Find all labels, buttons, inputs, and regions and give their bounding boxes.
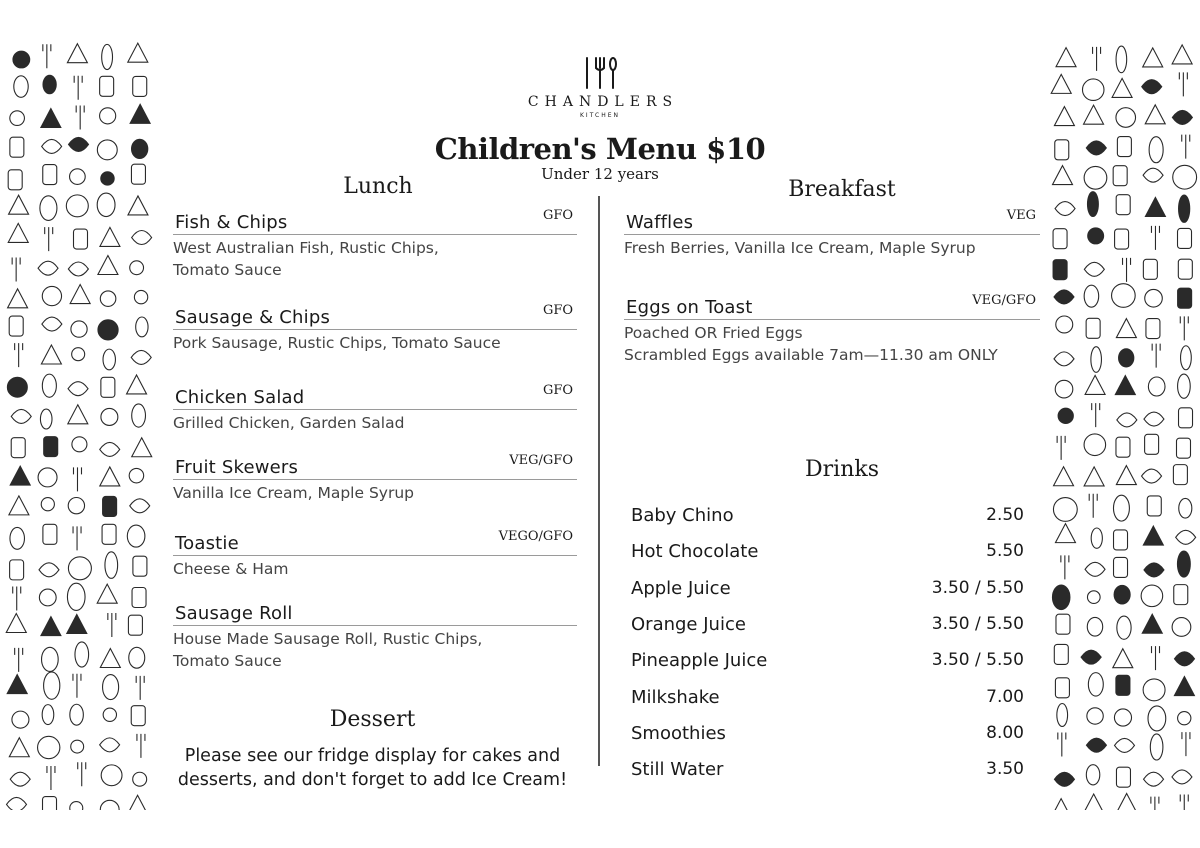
- food-doodle-icon: [1087, 617, 1102, 636]
- food-doodle-icon: [1147, 496, 1161, 516]
- food-doodle-icon: [1148, 706, 1166, 731]
- food-doodle-icon: [78, 762, 86, 786]
- food-doodle-icon: [73, 526, 81, 550]
- menu-item-name: Eggs on Toast: [626, 297, 753, 318]
- food-doodle-icon: [132, 588, 146, 608]
- food-doodle-icon: [1053, 229, 1067, 249]
- food-doodle-icon: [1087, 591, 1100, 604]
- food-doodle-icon: [1117, 793, 1137, 810]
- drink-price: 5.50: [986, 541, 1024, 562]
- food-doodle-icon: [39, 589, 56, 606]
- food-doodle-icon: [1055, 678, 1069, 698]
- food-doodle-icon: [103, 675, 119, 700]
- food-doodle-icon: [68, 557, 91, 580]
- food-doodle-icon: [67, 583, 85, 610]
- food-doodle-icon: [1086, 318, 1100, 338]
- cutlery-logo-icon: [582, 56, 618, 90]
- food-doodle-icon: [1116, 767, 1130, 787]
- food-doodle-icon: [102, 524, 116, 544]
- food-doodle-icon: [131, 706, 145, 726]
- food-doodle-icon: [45, 227, 53, 251]
- food-doodle-icon: [103, 708, 116, 721]
- food-doodle-icon: [1052, 585, 1069, 609]
- brand-subtitle: KITCHEN: [580, 112, 620, 119]
- description-line: Pork Sausage, Rustic Chips, Tomato Sauce: [173, 334, 501, 352]
- menu-item: [173, 385, 577, 434]
- food-doodle-icon: [1084, 434, 1106, 456]
- food-doodle-icon: [40, 196, 57, 221]
- drink-name: Still Water: [631, 759, 724, 781]
- food-doodle-icon: [1091, 528, 1102, 548]
- food-doodle-icon: [70, 285, 90, 304]
- food-doodle-icon: [7, 797, 27, 810]
- food-doodle-icon: [105, 552, 118, 579]
- food-doodle-icon: [1088, 673, 1103, 696]
- food-doodle-icon: [1084, 467, 1104, 486]
- food-doodle-icon: [1116, 466, 1136, 485]
- food-doodle-icon: [128, 795, 148, 810]
- food-doodle-icon: [1119, 349, 1134, 367]
- food-doodle-icon: [1113, 495, 1129, 521]
- menu-item-header: [173, 305, 577, 330]
- food-doodle-icon: [1141, 585, 1163, 607]
- food-doodle-icon: [1178, 712, 1191, 725]
- drink-row: [631, 687, 1024, 713]
- dietary-tag: VEG: [1006, 208, 1036, 223]
- food-doodle-icon: [97, 584, 117, 603]
- food-doodle-icon: [66, 195, 88, 217]
- food-doodle-icon: [1176, 530, 1196, 544]
- drink-row: [631, 578, 1024, 604]
- food-doodle-icon: [1055, 380, 1073, 398]
- food-doodle-icon: [9, 195, 29, 214]
- food-doodle-icon: [1145, 197, 1165, 216]
- food-doodle-icon: [108, 613, 116, 637]
- drink-price: 3.50 / 5.50: [931, 577, 1024, 598]
- food-doodle-icon: [9, 738, 29, 757]
- drink-row: [631, 759, 1024, 785]
- menu-item-name: Fish & Chips: [175, 212, 288, 233]
- food-doodle-icon: [1054, 467, 1074, 486]
- food-doodle-icon: [100, 442, 120, 456]
- food-doodle-icon: [10, 527, 25, 549]
- food-doodle-icon: [129, 468, 143, 482]
- food-doodle-icon: [67, 614, 87, 633]
- food-doodle-icon: [130, 261, 144, 275]
- menu-item-description: [173, 558, 577, 580]
- menu-item-description: [173, 332, 577, 354]
- food-doodle-icon: [100, 649, 120, 668]
- food-doodle-icon: [68, 382, 88, 396]
- food-doodle-icon: [1151, 226, 1159, 250]
- menu-item: [173, 601, 577, 672]
- food-doodle-icon: [1053, 498, 1077, 522]
- food-doodle-icon: [100, 800, 119, 810]
- food-doodle-icon: [8, 223, 28, 242]
- food-doodle-icon: [1084, 794, 1104, 810]
- food-doodle-icon: [132, 438, 152, 457]
- food-doodle-icon: [1143, 526, 1163, 545]
- food-doodle-icon: [1087, 708, 1103, 724]
- food-doodle-icon: [1081, 650, 1101, 664]
- food-doodle-icon: [1086, 765, 1099, 785]
- menu-item: [173, 455, 577, 504]
- food-doodle-icon: [1114, 557, 1128, 577]
- food-doodle-icon: [1084, 285, 1099, 307]
- menu-item-header: [173, 210, 577, 235]
- drink-price: 7.00: [986, 686, 1024, 707]
- food-doodle-icon: [1051, 799, 1071, 810]
- food-doodle-icon: [11, 438, 25, 458]
- drink-price: 8.00: [986, 722, 1024, 743]
- food-doodle-icon: [137, 734, 145, 758]
- food-doodle-icon: [1180, 316, 1188, 340]
- description-line: Scrambled Eggs available 7am—11.30 am ONLY: [624, 346, 998, 364]
- menu-item-description: [173, 482, 577, 504]
- food-doodle-icon: [1057, 436, 1065, 460]
- food-doodle-icon: [11, 409, 31, 423]
- food-doodle-icon: [41, 345, 61, 364]
- menu-item-name: Toastie: [175, 533, 239, 554]
- drink-name: Pineapple Juice: [631, 650, 768, 672]
- food-doodle-icon: [1174, 585, 1188, 605]
- dessert-text-line: Please see our fridge display for cakes and: [184, 746, 561, 766]
- food-doodle-icon: [1092, 403, 1100, 427]
- description-line: Tomato Sauce: [173, 261, 282, 279]
- food-doodle-icon: [41, 617, 61, 636]
- menu-item-header: [173, 601, 577, 626]
- dessert-title: Dessert: [329, 707, 416, 732]
- food-doodle-icon: [1148, 377, 1165, 396]
- food-doodle-icon: [68, 497, 84, 513]
- food-doodle-icon: [70, 802, 83, 810]
- drink-price: 3.50 / 5.50: [931, 650, 1024, 671]
- column-divider: [598, 196, 600, 766]
- food-doodle-icon: [98, 256, 118, 275]
- menu-item-description: [173, 628, 577, 672]
- food-doodle-icon: [72, 348, 85, 361]
- food-doodle-icon: [6, 614, 26, 633]
- menu-title: Children's Menu $10: [434, 132, 766, 166]
- drink-name: Milkshake: [631, 686, 720, 708]
- food-doodle-icon: [41, 498, 54, 511]
- food-doodle-icon: [132, 231, 152, 245]
- food-doodle-icon: [7, 377, 27, 397]
- food-doodle-icon: [1177, 551, 1190, 577]
- food-doodle-icon: [1174, 652, 1194, 666]
- food-doodle-icon: [42, 286, 61, 305]
- food-doodle-icon: [1176, 438, 1190, 458]
- food-doodle-icon: [43, 797, 57, 810]
- menu-item-name: Fruit Skewers: [175, 457, 299, 478]
- food-doodle-icon: [42, 647, 59, 671]
- description-line: House Made Sausage Roll, Rustic Chips,: [173, 630, 483, 648]
- food-doodle-icon: [1117, 616, 1131, 639]
- food-doodle-icon: [38, 468, 57, 487]
- drink-name: Baby Chino: [631, 505, 734, 526]
- food-doodle-icon: [70, 704, 84, 725]
- food-doodle-icon: [47, 766, 55, 790]
- food-doodle-icon: [1061, 555, 1069, 579]
- food-doodle-icon: [1142, 469, 1162, 483]
- description-line: Cheese & Ham: [173, 560, 289, 578]
- food-doodle-icon: [136, 676, 144, 700]
- food-doodle-icon: [128, 615, 142, 635]
- dietary-tag: GFO: [542, 383, 573, 398]
- food-doodle-icon: [43, 524, 57, 544]
- food-doodle-icon: [100, 227, 120, 246]
- menu-item: [624, 210, 1040, 259]
- food-doodle-icon: [9, 316, 23, 336]
- dietary-tag: VEGO/GFO: [498, 529, 573, 544]
- drink-row: [631, 505, 1024, 531]
- food-doodle-icon: [1054, 772, 1074, 786]
- food-doodle-icon: [1142, 614, 1162, 633]
- dietary-tag: VEG/GFO: [972, 293, 1036, 308]
- food-doodle-icon: [100, 738, 120, 752]
- food-doodle-icon: [1144, 563, 1164, 577]
- dessert-text-line: desserts, and don't forget to add Ice Cream!: [177, 770, 568, 790]
- drink-price: 2.50: [986, 505, 1024, 525]
- food-doodle-icon: [1058, 408, 1073, 423]
- food-doodle-icon: [1145, 434, 1159, 454]
- food-doodle-icon: [1055, 202, 1075, 216]
- food-doodle-icon: [1143, 679, 1165, 701]
- food-doodle-icon: [1115, 229, 1129, 249]
- food-doodle-icon: [1179, 498, 1192, 518]
- food-doodle-icon: [1172, 618, 1191, 637]
- food-doodle-icon: [1112, 284, 1136, 308]
- food-doodle-icon: [1085, 375, 1105, 394]
- food-doodle-icon: [68, 405, 88, 424]
- food-doodle-icon: [1178, 228, 1192, 248]
- drink-name: Smoothies: [631, 722, 726, 744]
- food-doodle-icon: [15, 648, 23, 672]
- menu-item: [173, 305, 577, 354]
- food-doodle-icon: [103, 496, 117, 516]
- menu-item-name: Sausage Roll: [175, 603, 293, 624]
- food-doodle-icon: [101, 765, 122, 786]
- food-doodle-icon: [1054, 352, 1074, 366]
- menu-item-description: [624, 322, 1040, 366]
- food-doodle-icon: [1174, 677, 1194, 696]
- food-doodle-icon: [38, 261, 58, 275]
- food-doodle-icon: [1179, 408, 1193, 428]
- food-doodle-icon: [1054, 644, 1068, 664]
- drink-row: [631, 723, 1024, 749]
- food-doodle-icon: [1152, 344, 1160, 368]
- food-doodle-icon: [1055, 524, 1075, 543]
- food-doodle-icon: [1113, 649, 1133, 668]
- food-doodle-icon: [13, 586, 21, 610]
- food-doodle-icon: [73, 674, 81, 698]
- food-doodle-icon: [127, 375, 147, 394]
- food-doodle-icon: [98, 320, 118, 340]
- food-doodle-icon: [44, 672, 60, 699]
- food-doodle-icon: [1182, 732, 1190, 756]
- food-doodle-icon: [38, 736, 60, 758]
- food-doodle-icon: [1056, 614, 1070, 634]
- menu-item-header: [624, 295, 1040, 320]
- food-doodle-icon: [133, 556, 147, 576]
- food-doodle-icon: [7, 675, 27, 694]
- lunch-title: Lunch: [343, 174, 413, 199]
- food-doodle-icon: [1143, 259, 1157, 279]
- food-doodle-icon: [136, 317, 148, 337]
- food-doodle-icon: [127, 525, 145, 547]
- food-doodle-icon: [1172, 770, 1192, 784]
- food-doodle-icon: [1114, 709, 1131, 726]
- food-doodle-icon: [1173, 465, 1187, 485]
- food-doodle-icon: [74, 229, 88, 249]
- food-doodle-icon: [134, 290, 147, 303]
- menu-item: [173, 210, 577, 281]
- food-doodle-icon: [42, 374, 56, 397]
- food-doodle-icon: [44, 437, 58, 457]
- food-doodle-icon: [100, 291, 116, 307]
- food-doodle-icon: [1117, 413, 1137, 427]
- food-doodle-icon: [1086, 738, 1106, 752]
- food-doodle-icon: [1114, 738, 1134, 752]
- menu-item-header: [173, 455, 577, 480]
- food-doodle-icon: [1145, 289, 1163, 307]
- food-doodle-icon: [1178, 259, 1192, 279]
- food-doodle-icon: [1152, 646, 1160, 670]
- food-doodle-icon: [8, 289, 28, 308]
- food-doodle-icon: [42, 317, 62, 331]
- food-doodle-icon: [15, 343, 23, 367]
- description-line: Fresh Berries, Vanilla Ice Cream, Maple Syrup: [624, 239, 976, 257]
- food-doodle-icon: [71, 740, 84, 753]
- food-doodle-icon: [1058, 733, 1066, 757]
- food-doodle-icon: [131, 350, 151, 364]
- food-doodle-icon: [12, 711, 29, 728]
- drink-name: Orange Juice: [631, 613, 746, 635]
- food-doodle-icon: [1178, 374, 1191, 398]
- drinks-title: Drinks: [805, 457, 879, 482]
- brand-header: [0, 56, 1200, 119]
- dessert-text: [165, 744, 580, 792]
- food-doodle-icon: [12, 258, 20, 282]
- description-line: Grilled Chicken, Garden Salad: [173, 414, 405, 432]
- food-doodle-icon: [39, 563, 59, 577]
- food-doodle-icon: [1084, 262, 1104, 276]
- description-line: West Australian Fish, Rustic Chips,: [173, 239, 439, 257]
- food-doodle-icon: [101, 408, 118, 425]
- food-doodle-icon: [73, 467, 81, 491]
- food-doodle-icon: [132, 404, 146, 427]
- food-doodle-icon: [1123, 258, 1131, 282]
- food-doodle-icon: [1151, 797, 1159, 810]
- food-doodle-icon: [100, 467, 120, 486]
- food-doodle-icon: [1091, 347, 1102, 373]
- food-doodle-icon: [1087, 192, 1098, 217]
- food-doodle-icon: [97, 193, 115, 217]
- drink-row: [631, 650, 1024, 676]
- menu-item-name: Sausage & Chips: [175, 307, 331, 328]
- drink-row: [631, 614, 1024, 640]
- drink-row: [631, 541, 1024, 567]
- food-doodle-icon: [1178, 288, 1192, 308]
- food-doodle-icon: [75, 642, 89, 667]
- food-doodle-icon: [129, 647, 145, 668]
- food-doodle-icon: [71, 321, 87, 337]
- food-doodle-icon: [1179, 195, 1190, 222]
- food-doodle-icon: [10, 466, 30, 485]
- food-doodle-icon: [1150, 734, 1163, 760]
- food-doodle-icon: [1181, 346, 1192, 370]
- food-doodle-icon: [68, 262, 88, 276]
- food-doodle-icon: [1116, 195, 1130, 215]
- food-doodle-icon: [1053, 260, 1067, 280]
- menu-item-header: [173, 531, 577, 556]
- drink-name: Hot Chocolate: [631, 541, 759, 563]
- food-doodle-icon: [1116, 437, 1130, 457]
- food-doodle-icon: [133, 772, 147, 786]
- food-doodle-icon: [1144, 772, 1164, 786]
- food-doodle-icon: [1088, 228, 1104, 244]
- menu-item-name: Chicken Salad: [175, 387, 305, 408]
- menu-item-description: [173, 412, 577, 434]
- food-doodle-icon: [128, 196, 148, 215]
- dietary-tag: GFO: [542, 303, 573, 318]
- menu-item-header: [624, 210, 1040, 235]
- menu-subtitle: Under 12 years: [541, 165, 659, 183]
- food-doodle-icon: [1114, 530, 1128, 550]
- drink-price: 3.50 / 5.50: [931, 613, 1024, 634]
- menu-item-description: [173, 237, 577, 281]
- menu-item-name: Waffles: [626, 212, 694, 233]
- menu-item-description: [624, 237, 1040, 259]
- food-doodle-icon: [1057, 703, 1068, 726]
- menu-item: [173, 531, 577, 580]
- food-doodle-icon: [40, 409, 52, 429]
- description-line: Tomato Sauce: [173, 652, 282, 670]
- drink-price: 3.50: [986, 759, 1024, 780]
- drink-name: Apple Juice: [631, 577, 731, 599]
- food-doodle-icon: [42, 705, 54, 725]
- breakfast-title: Breakfast: [788, 177, 896, 202]
- brand-name: CHANDLERS: [527, 94, 679, 110]
- food-doodle-icon: [1054, 290, 1074, 304]
- description-line: Poached OR Fried Eggs: [624, 324, 803, 342]
- dietary-tag: GFO: [542, 208, 573, 223]
- food-doodle-icon: [1116, 319, 1136, 338]
- food-doodle-icon: [103, 349, 115, 370]
- food-doodle-icon: [10, 772, 30, 786]
- food-doodle-icon: [1116, 675, 1130, 695]
- description-line: Vanilla Ice Cream, Maple Syrup: [173, 484, 414, 502]
- food-doodle-icon: [9, 496, 29, 515]
- food-doodle-icon: [1056, 316, 1073, 333]
- food-doodle-icon: [1180, 795, 1188, 810]
- food-doodle-icon: [130, 499, 150, 513]
- food-doodle-icon: [1085, 562, 1105, 576]
- food-doodle-icon: [10, 560, 24, 580]
- food-doodle-icon: [1146, 319, 1160, 339]
- menu-item: [624, 295, 1040, 366]
- dietary-tag: VEG/GFO: [509, 453, 573, 468]
- food-doodle-icon: [101, 377, 115, 397]
- food-doodle-icon: [1089, 494, 1097, 518]
- food-doodle-icon: [1115, 376, 1135, 395]
- food-doodle-icon: [1114, 585, 1130, 604]
- food-doodle-icon: [72, 437, 87, 452]
- menu-item-header: [173, 385, 577, 410]
- food-doodle-icon: [1144, 412, 1164, 426]
